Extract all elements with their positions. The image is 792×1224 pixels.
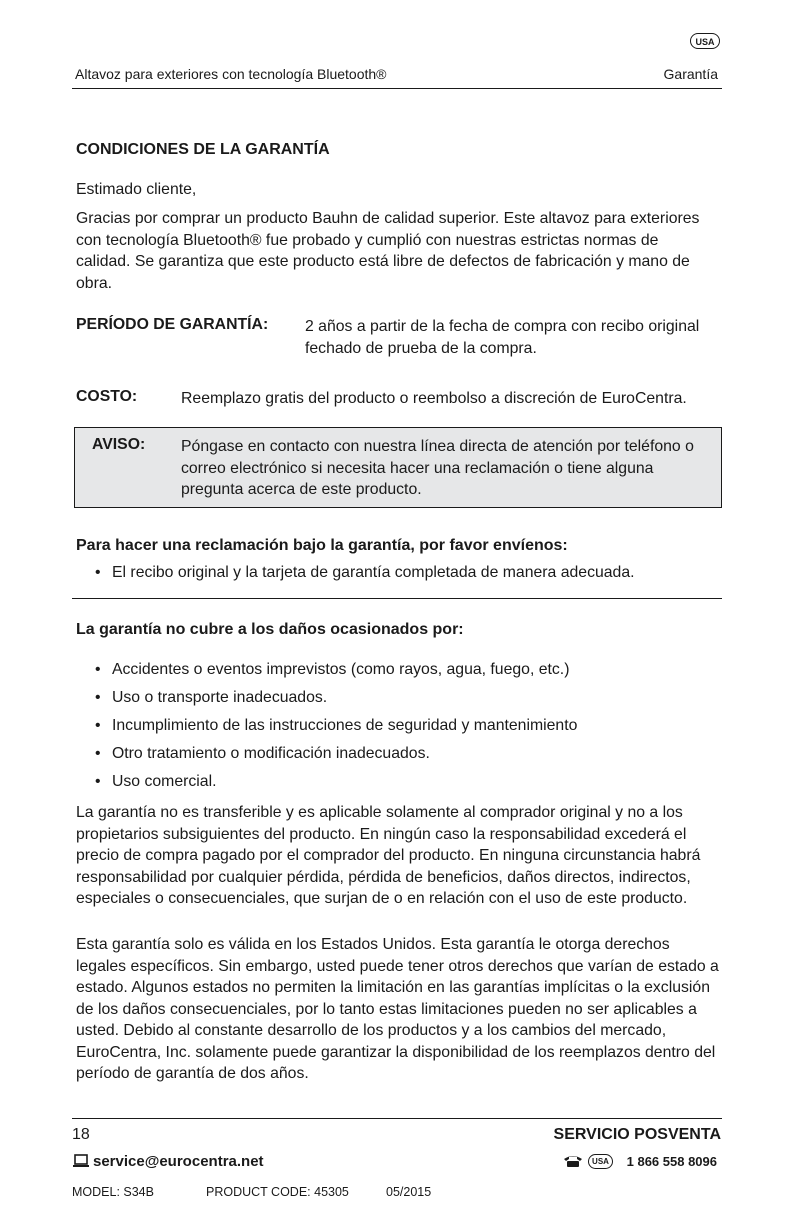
laptop-icon — [72, 1153, 90, 1169]
header-section: Garantía — [663, 66, 718, 82]
model-number: MODEL: S34B — [72, 1185, 154, 1199]
telephone-icon — [562, 1153, 584, 1169]
notice-text: Póngase en contacto con nuestra línea directa de atención por teléfono o correo electrónico si necesita hacer una reclamación o tiene alguna pregunta acerca de este producto. — [181, 438, 694, 498]
period-label: PERÍODO DE GARANTÍA: — [76, 316, 269, 333]
usa-paragraph: Esta garantía solo es válida en los Estados Unidos. Esta garantía le otorga derechos legales específicos. Sin embargo, usted puede tener otros derechos que varían de estado a estado. Algunos estados no permiten la limitación en las garantías implícitas o la exclusión de los daños consecuenciales, por lo tanto estas limitaciones pueden no ser aplicables a usted. Debido al constante desarrollo de los productos y a los cambios del mercado, EuroCentra, Inc. solamente puede garantizar la disponibilidad de los reemplazos dentro del período de garantía de dos años. — [76, 936, 719, 1082]
publication-date: 05/2015 — [386, 1185, 432, 1199]
service-email[interactable]: service@eurocentra.net — [93, 1153, 264, 1170]
header-rule — [72, 88, 722, 89]
list-item: • Uso o transporte inadecuados. — [76, 687, 726, 708]
phone-country-badge: USA — [588, 1154, 613, 1169]
exclusions-heading: La garantía no cubre a los daños ocasionados por: — [76, 621, 464, 638]
list-item: • Accidentes o eventos imprevistos (como rayos, agua, fuego, etc.) — [76, 659, 726, 680]
service-phone[interactable]: 1 866 558 8096 — [626, 1154, 717, 1169]
section-divider — [72, 598, 722, 599]
footer-rule — [72, 1118, 722, 1119]
page-title: CONDICIONES DE LA GARANTÍA — [76, 141, 330, 158]
period-text: 2 años a partir de la fecha de compra con recibo original fechado de prueba de la compra. — [305, 318, 700, 357]
header-title: Altavoz para exteriores con tecnología Bluetooth® — [75, 66, 387, 82]
cost-text: Reemplazo gratis del producto o reembolso a discreción de EuroCentra. — [181, 390, 687, 407]
country-badge-usa: USA — [690, 33, 720, 49]
notice-label: AVISO: — [92, 436, 146, 453]
list-item: • Otro tratamiento o modificación inadecuados. — [76, 743, 726, 764]
cost-label: COSTO: — [76, 388, 138, 405]
intro-paragraph: Gracias por comprar un producto Bauhn de calidad superior. Este altavoz para exteriores con tecnología Bluetooth® fue probado y cumplió con nuestras estrictas normas de calidad. Se garantiza que este producto está libre de defectos de fabricación y mano de obra. — [76, 210, 700, 292]
claim-heading: Para hacer una reclamación bajo la garantía, por favor envíenos: — [76, 537, 568, 554]
service-title: SERVICIO POSVENTA — [553, 1126, 721, 1143]
list-item: • El recibo original y la tarjeta de garantía completada de manera adecuada. — [76, 562, 726, 583]
transfer-paragraph: La garantía no es transferible y es aplicable solamente al comprador original y no a los propietarios subsiguientes del producto. En ningún caso la responsabilidad excederá el precio de compra pagado por el comprador del producto. En ninguna circunstancia habrá responsabilidad por cualquier pérdida, pérdida de beneficios, daños directos, indirectos, especiales o consecuenciales, que surjan de o en relación con el uso de este producto. — [76, 804, 701, 907]
list-item: • Incumplimiento de las instrucciones de seguridad y mantenimiento — [76, 715, 726, 736]
claim-list — [76, 562, 726, 583]
greeting: Estimado cliente, — [76, 181, 197, 198]
list-item: • Uso comercial. — [76, 771, 726, 792]
exclusions-list — [76, 659, 726, 792]
page-number: 18 — [72, 1126, 90, 1143]
product-code: PRODUCT CODE: 45305 — [206, 1185, 349, 1199]
